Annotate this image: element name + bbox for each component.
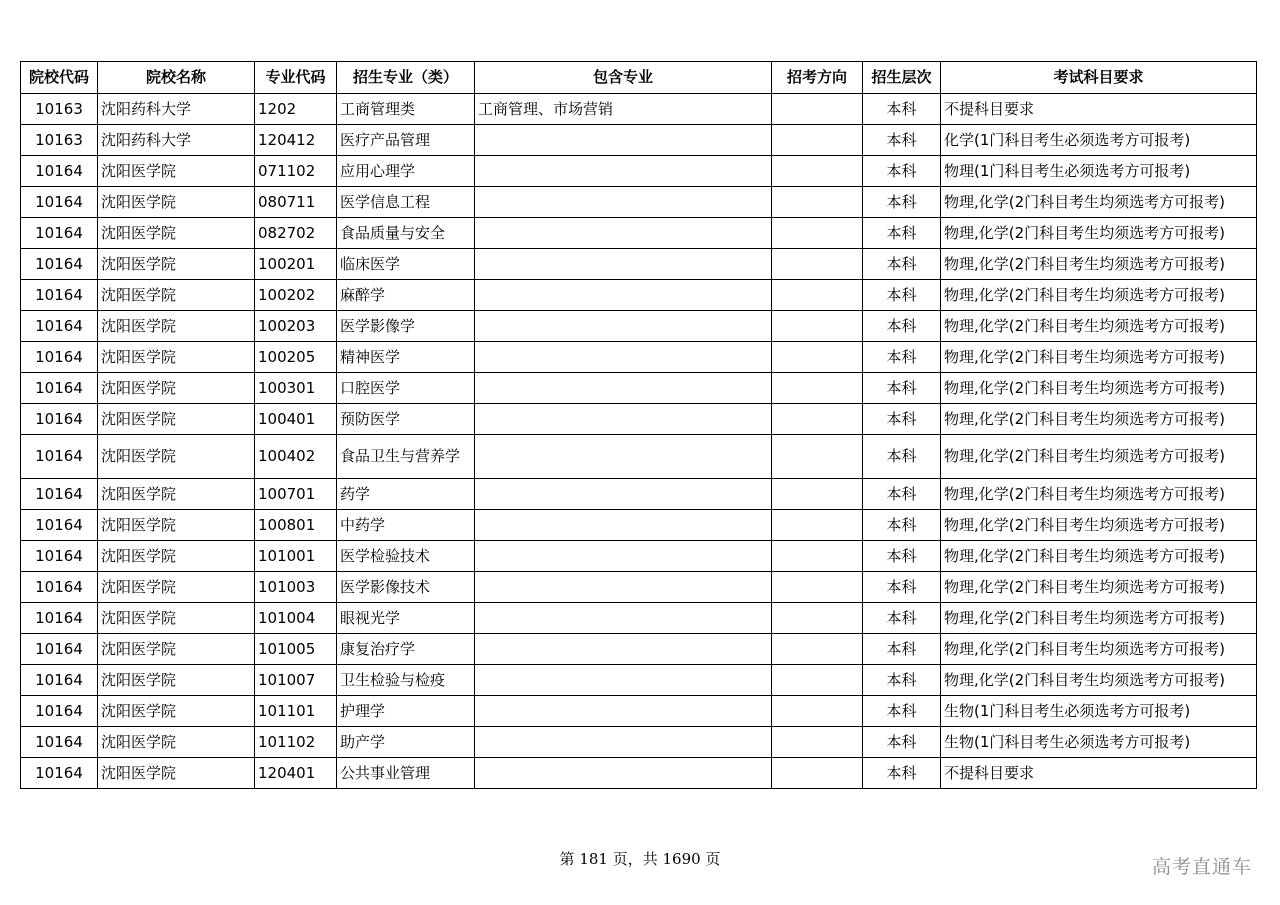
table-row xyxy=(21,311,1257,342)
cell-school-code: 10164 xyxy=(21,727,98,758)
cell-direction xyxy=(772,435,863,479)
cell-school-name: 沈阳医学院 xyxy=(98,510,255,541)
cell-major-category: 中药学 xyxy=(337,510,475,541)
cell-major-category: 临床医学 xyxy=(337,249,475,280)
cell-included-majors xyxy=(475,218,772,249)
cell-major-code: 100402 xyxy=(255,435,337,479)
cell-major-code: 080711 xyxy=(255,187,337,218)
cell-subject-requirement: 生物(1门科目考生必须选考方可报考) xyxy=(941,696,1257,727)
cell-included-majors xyxy=(475,603,772,634)
cell-major-code: 120401 xyxy=(255,758,337,789)
cell-included-majors xyxy=(475,342,772,373)
cell-subject-requirement: 物理,化学(2门科目考生均须选考方可报考) xyxy=(941,342,1257,373)
cell-major-code: 101001 xyxy=(255,541,337,572)
page-number: 第 181 页，共 1690 页 xyxy=(559,850,721,868)
table-row xyxy=(21,249,1257,280)
cell-subject-requirement: 物理,化学(2门科目考生均须选考方可报考) xyxy=(941,404,1257,435)
cell-level: 本科 xyxy=(863,404,941,435)
cell-major-category: 医学影像技术 xyxy=(337,572,475,603)
cell-school-code: 10164 xyxy=(21,187,98,218)
cell-direction xyxy=(772,603,863,634)
cell-subject-requirement: 物理,化学(2门科目考生均须选考方可报考) xyxy=(941,187,1257,218)
admissions-table xyxy=(20,61,1257,789)
cell-included-majors xyxy=(475,187,772,218)
cell-level: 本科 xyxy=(863,311,941,342)
cell-major-code: 101101 xyxy=(255,696,337,727)
cell-included-majors xyxy=(475,404,772,435)
cell-subject-requirement: 物理(1门科目考生必须选考方可报考) xyxy=(941,156,1257,187)
cell-school-code: 10164 xyxy=(21,156,98,187)
cell-school-code: 10164 xyxy=(21,342,98,373)
cell-direction xyxy=(772,94,863,125)
cell-major-category: 精神医学 xyxy=(337,342,475,373)
table-row xyxy=(21,280,1257,311)
cell-included-majors xyxy=(475,696,772,727)
cell-major-code: 101007 xyxy=(255,665,337,696)
cell-major-category: 应用心理学 xyxy=(337,156,475,187)
cell-major-category: 工商管理类 xyxy=(337,94,475,125)
cell-included-majors xyxy=(475,541,772,572)
cell-school-name: 沈阳医学院 xyxy=(98,249,255,280)
cell-major-category: 医学信息工程 xyxy=(337,187,475,218)
cell-major-category: 公共事业管理 xyxy=(337,758,475,789)
cell-direction xyxy=(772,125,863,156)
cell-level: 本科 xyxy=(863,435,941,479)
table-row xyxy=(21,218,1257,249)
header-direction: 招考方向 xyxy=(772,62,863,94)
cell-direction xyxy=(772,311,863,342)
cell-direction xyxy=(772,634,863,665)
cell-major-category: 卫生检验与检疫 xyxy=(337,665,475,696)
cell-major-code: 100201 xyxy=(255,249,337,280)
cell-major-category: 药学 xyxy=(337,479,475,510)
cell-level: 本科 xyxy=(863,94,941,125)
cell-school-name: 沈阳医学院 xyxy=(98,404,255,435)
table-row xyxy=(21,603,1257,634)
cell-major-code: 101004 xyxy=(255,603,337,634)
cell-direction xyxy=(772,665,863,696)
header-row xyxy=(21,62,1257,94)
cell-school-code: 10163 xyxy=(21,94,98,125)
cell-subject-requirement: 物理,化学(2门科目考生均须选考方可报考) xyxy=(941,218,1257,249)
cell-school-code: 10164 xyxy=(21,435,98,479)
cell-direction xyxy=(772,187,863,218)
table-row xyxy=(21,510,1257,541)
header-major-code: 专业代码 xyxy=(255,62,337,94)
cell-included-majors xyxy=(475,249,772,280)
cell-level: 本科 xyxy=(863,249,941,280)
cell-level: 本科 xyxy=(863,696,941,727)
cell-major-code: 120412 xyxy=(255,125,337,156)
cell-included-majors xyxy=(475,634,772,665)
cell-school-code: 10164 xyxy=(21,249,98,280)
table-row xyxy=(21,727,1257,758)
cell-school-name: 沈阳医学院 xyxy=(98,187,255,218)
cell-level: 本科 xyxy=(863,280,941,311)
cell-school-name: 沈阳药科大学 xyxy=(98,94,255,125)
cell-major-code: 100801 xyxy=(255,510,337,541)
table-row xyxy=(21,665,1257,696)
cell-school-name: 沈阳药科大学 xyxy=(98,125,255,156)
cell-school-name: 沈阳医学院 xyxy=(98,156,255,187)
cell-direction xyxy=(772,156,863,187)
cell-school-name: 沈阳医学院 xyxy=(98,311,255,342)
cell-major-code: 101003 xyxy=(255,572,337,603)
cell-school-code: 10164 xyxy=(21,373,98,404)
cell-included-majors xyxy=(475,727,772,758)
table-row xyxy=(21,125,1257,156)
cell-direction xyxy=(772,541,863,572)
cell-level: 本科 xyxy=(863,156,941,187)
cell-major-category: 预防医学 xyxy=(337,404,475,435)
table-row xyxy=(21,373,1257,404)
cell-direction xyxy=(772,249,863,280)
header-level: 招生层次 xyxy=(863,62,941,94)
cell-included-majors xyxy=(475,510,772,541)
cell-school-name: 沈阳医学院 xyxy=(98,218,255,249)
cell-school-name: 沈阳医学院 xyxy=(98,727,255,758)
cell-school-name: 沈阳医学院 xyxy=(98,541,255,572)
cell-direction xyxy=(772,510,863,541)
table-row xyxy=(21,156,1257,187)
cell-major-code: 082702 xyxy=(255,218,337,249)
cell-level: 本科 xyxy=(863,373,941,404)
cell-subject-requirement: 物理,化学(2门科目考生均须选考方可报考) xyxy=(941,280,1257,311)
table-row xyxy=(21,479,1257,510)
cell-subject-requirement: 物理,化学(2门科目考生均须选考方可报考) xyxy=(941,435,1257,479)
cell-school-name: 沈阳医学院 xyxy=(98,572,255,603)
cell-major-code: 071102 xyxy=(255,156,337,187)
cell-included-majors xyxy=(475,373,772,404)
cell-subject-requirement: 物理,化学(2门科目考生均须选考方可报考) xyxy=(941,510,1257,541)
cell-direction xyxy=(772,280,863,311)
cell-school-code: 10164 xyxy=(21,603,98,634)
cell-direction xyxy=(772,696,863,727)
cell-included-majors xyxy=(475,156,772,187)
cell-subject-requirement: 物理,化学(2门科目考生均须选考方可报考) xyxy=(941,479,1257,510)
cell-major-category: 医学影像学 xyxy=(337,311,475,342)
cell-school-name: 沈阳医学院 xyxy=(98,603,255,634)
cell-school-code: 10164 xyxy=(21,510,98,541)
cell-school-code: 10164 xyxy=(21,634,98,665)
cell-level: 本科 xyxy=(863,603,941,634)
cell-level: 本科 xyxy=(863,187,941,218)
cell-major-code: 100205 xyxy=(255,342,337,373)
cell-major-code: 100203 xyxy=(255,311,337,342)
cell-included-majors xyxy=(475,311,772,342)
cell-school-name: 沈阳医学院 xyxy=(98,758,255,789)
cell-level: 本科 xyxy=(863,125,941,156)
table-row xyxy=(21,541,1257,572)
cell-school-code: 10164 xyxy=(21,541,98,572)
cell-level: 本科 xyxy=(863,510,941,541)
cell-direction xyxy=(772,572,863,603)
table-row xyxy=(21,94,1257,125)
cell-school-name: 沈阳医学院 xyxy=(98,435,255,479)
cell-school-code: 10164 xyxy=(21,696,98,727)
cell-major-category: 口腔医学 xyxy=(337,373,475,404)
cell-major-category: 麻醉学 xyxy=(337,280,475,311)
cell-subject-requirement: 不提科目要求 xyxy=(941,94,1257,125)
cell-school-name: 沈阳医学院 xyxy=(98,634,255,665)
table-row xyxy=(21,404,1257,435)
cell-school-name: 沈阳医学院 xyxy=(98,342,255,373)
cell-included-majors: 工商管理、市场营销 xyxy=(475,94,772,125)
cell-major-code: 100301 xyxy=(255,373,337,404)
cell-subject-requirement: 物理,化学(2门科目考生均须选考方可报考) xyxy=(941,249,1257,280)
header-subject-requirement: 考试科目要求 xyxy=(941,62,1257,94)
cell-direction xyxy=(772,758,863,789)
cell-level: 本科 xyxy=(863,342,941,373)
cell-school-code: 10164 xyxy=(21,665,98,696)
cell-major-code: 100701 xyxy=(255,479,337,510)
cell-major-category: 眼视光学 xyxy=(337,603,475,634)
table-row xyxy=(21,572,1257,603)
cell-subject-requirement: 物理,化学(2门科目考生均须选考方可报考) xyxy=(941,665,1257,696)
header-major-category: 招生专业（类） xyxy=(337,62,475,94)
cell-major-category: 康复治疗学 xyxy=(337,634,475,665)
watermark: 高考直通车 xyxy=(1151,856,1252,878)
cell-direction xyxy=(772,342,863,373)
cell-level: 本科 xyxy=(863,572,941,603)
table-row xyxy=(21,187,1257,218)
cell-major-category: 护理学 xyxy=(337,696,475,727)
cell-included-majors xyxy=(475,280,772,311)
cell-major-category: 助产学 xyxy=(337,727,475,758)
cell-direction xyxy=(772,373,863,404)
table-row xyxy=(21,435,1257,479)
cell-school-code: 10164 xyxy=(21,758,98,789)
table-row xyxy=(21,696,1257,727)
cell-direction xyxy=(772,404,863,435)
cell-major-category: 食品质量与安全 xyxy=(337,218,475,249)
cell-direction xyxy=(772,479,863,510)
cell-school-code: 10164 xyxy=(21,404,98,435)
cell-subject-requirement: 物理,化学(2门科目考生均须选考方可报考) xyxy=(941,541,1257,572)
cell-level: 本科 xyxy=(863,541,941,572)
cell-direction xyxy=(772,218,863,249)
table-row xyxy=(21,758,1257,789)
header-included-majors: 包含专业 xyxy=(475,62,772,94)
cell-school-code: 10164 xyxy=(21,311,98,342)
cell-major-code: 101102 xyxy=(255,727,337,758)
cell-included-majors xyxy=(475,435,772,479)
cell-school-code: 10164 xyxy=(21,280,98,311)
cell-subject-requirement: 不提科目要求 xyxy=(941,758,1257,789)
cell-major-category: 医疗产品管理 xyxy=(337,125,475,156)
cell-subject-requirement: 物理,化学(2门科目考生均须选考方可报考) xyxy=(941,572,1257,603)
cell-school-name: 沈阳医学院 xyxy=(98,696,255,727)
cell-school-code: 10164 xyxy=(21,218,98,249)
cell-major-code: 100401 xyxy=(255,404,337,435)
cell-included-majors xyxy=(475,665,772,696)
cell-major-code: 101005 xyxy=(255,634,337,665)
table-row xyxy=(21,634,1257,665)
cell-level: 本科 xyxy=(863,665,941,696)
cell-school-code: 10164 xyxy=(21,479,98,510)
cell-school-name: 沈阳医学院 xyxy=(98,665,255,696)
cell-major-category: 医学检验技术 xyxy=(337,541,475,572)
cell-included-majors xyxy=(475,125,772,156)
cell-subject-requirement: 物理,化学(2门科目考生均须选考方可报考) xyxy=(941,373,1257,404)
cell-level: 本科 xyxy=(863,479,941,510)
cell-included-majors xyxy=(475,572,772,603)
cell-subject-requirement: 物理,化学(2门科目考生均须选考方可报考) xyxy=(941,311,1257,342)
cell-major-code: 100202 xyxy=(255,280,337,311)
cell-level: 本科 xyxy=(863,218,941,249)
cell-level: 本科 xyxy=(863,758,941,789)
cell-major-category: 食品卫生与营养学 xyxy=(337,435,475,479)
cell-included-majors xyxy=(475,758,772,789)
cell-subject-requirement: 化学(1门科目考生必须选考方可报考) xyxy=(941,125,1257,156)
cell-school-code: 10163 xyxy=(21,125,98,156)
cell-school-name: 沈阳医学院 xyxy=(98,280,255,311)
cell-level: 本科 xyxy=(863,634,941,665)
cell-subject-requirement: 物理,化学(2门科目考生均须选考方可报考) xyxy=(941,603,1257,634)
header-school-code: 院校代码 xyxy=(21,62,98,94)
cell-school-code: 10164 xyxy=(21,572,98,603)
cell-direction xyxy=(772,727,863,758)
header-school-name: 院校名称 xyxy=(98,62,255,94)
cell-school-name: 沈阳医学院 xyxy=(98,479,255,510)
table-row xyxy=(21,342,1257,373)
cell-school-name: 沈阳医学院 xyxy=(98,373,255,404)
cell-level: 本科 xyxy=(863,727,941,758)
cell-included-majors xyxy=(475,479,772,510)
cell-major-code: 1202 xyxy=(255,94,337,125)
cell-subject-requirement: 物理,化学(2门科目考生均须选考方可报考) xyxy=(941,634,1257,665)
cell-subject-requirement: 生物(1门科目考生必须选考方可报考) xyxy=(941,727,1257,758)
